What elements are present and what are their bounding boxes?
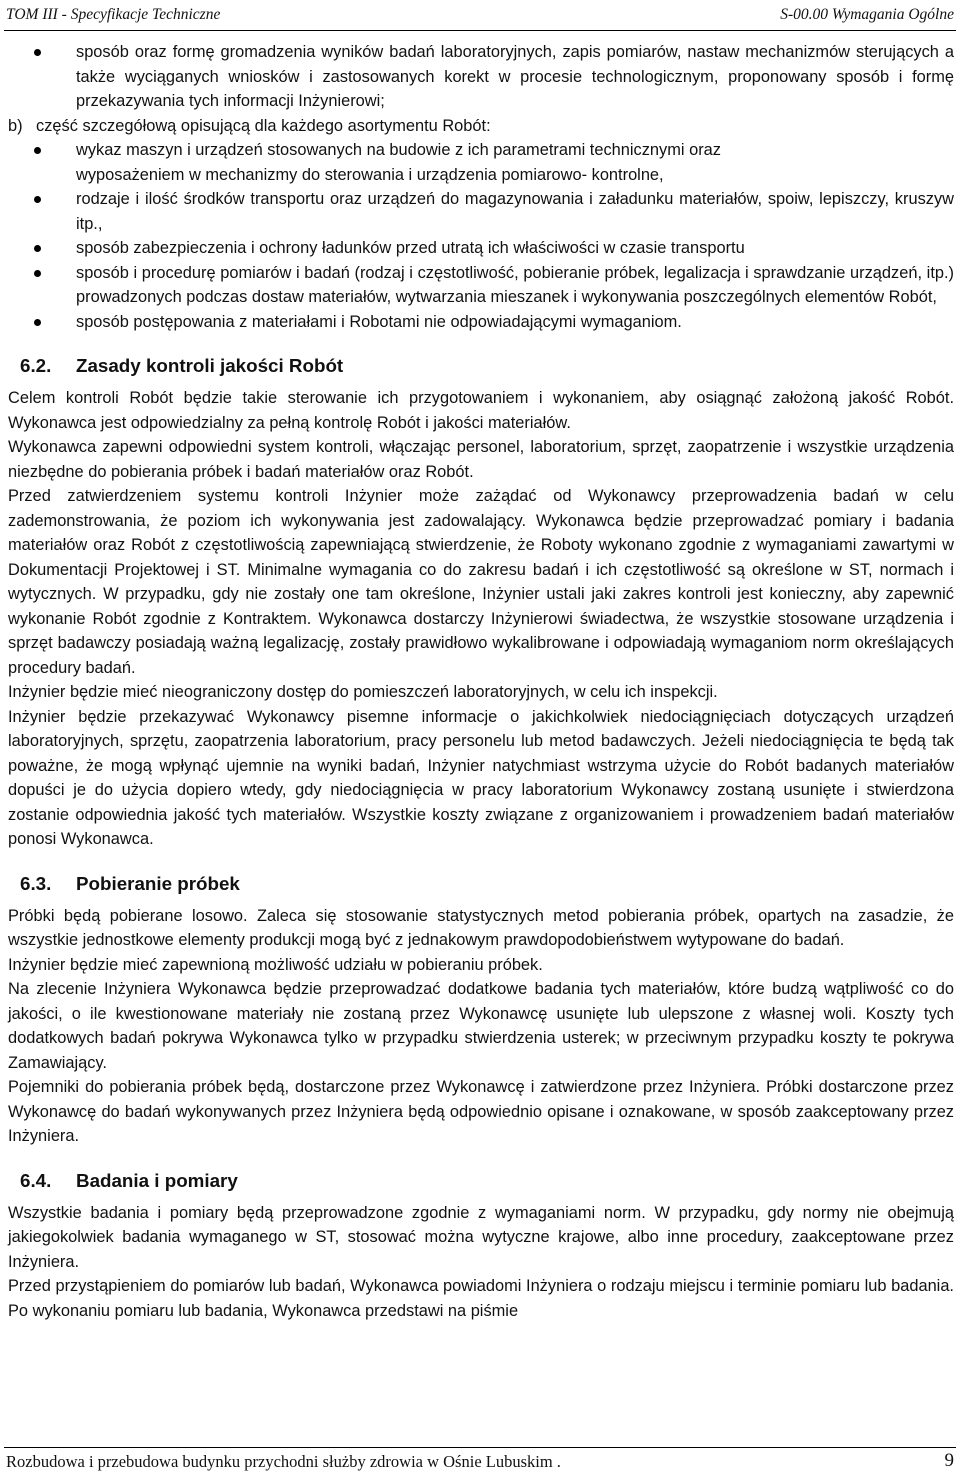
paragraph: Wszystkie badania i pomiary będą przeprowadzone zgodnie z wymaganiami norm. W przypadku, gdy normy nie obejmują jakiegokolwiek badania wymaganego w ST, stosować można wytyczne krajowe, albo inne procedury, zaakceptowane przez Inżyniera. <box>8 1203 954 1271</box>
paragraph: Celem kontroli Robót będzie takie sterowanie ich przygotowaniem i wykonaniem, aby osiągnąć założoną jakość Robót. Wykonawca jest odpowiedzialny za pełną kontrolę Robót i jakości materiałów. <box>8 389 954 432</box>
paragraph: Inżynier będzie przekazywać Wykonawcy pisemne informacje o jakichkolwiek niedociągnięciach dotyczących urządzeń laboratoryjnych, sprzętu, zaopatrzenia laboratorium, pracy personelu lub metod badawczych. Jeżeli niedociągnięcia te będą tak poważne, że mogą wpłynąć ujemnie na wyniki badań, Inżynier natychmiast wstrzyma użycie do Robót badanych materiałów dopuści je do użycia dopiero wtedy, gdy niedociągnięcia w pracy laboratorium Wykonawcy zostaną usunięte i stwierdzona zostanie odpowiednia jakość tych materiałów. Wszystkie koszty związane z organizowaniem i prowadzeniem badań materiałów ponosi Wykonawca. <box>8 707 954 848</box>
section-number: 6.4. <box>20 1169 52 1191</box>
section-title: Pobieranie próbek <box>76 872 240 894</box>
list-item <box>8 187 954 236</box>
bullet-icon <box>34 147 41 154</box>
item-letter: b) <box>8 116 23 135</box>
paragraph: Próbki będą pobierane losowo. Zaleca się stosowanie statystycznych metod pobierania próbek, opartych na zasadzie, że wszystkie jednostkowe elementy produkcji mogą być z jednakowym prawdopodobieństwem wytypowane do badań. <box>8 906 954 949</box>
list-item-text: sposób postępowania z materiałami i Robotami nie odpowiadającymi wymaganiom. <box>76 312 682 331</box>
bullet-icon <box>34 196 41 203</box>
bullet-icon <box>34 319 41 326</box>
list-item-text: rodzaje i ilość środków transportu oraz urządzeń do magazynowania i załadunku materiałów, spoiw, lepiszczy, kruszyw itp., <box>76 190 954 233</box>
paragraph: Pojemniki do pobierania próbek będą, dostarczone przez Wykonawcę i zatwierdzone przez Inżyniera. Próbki dostarczone przez Wykonawcę do badań wykonywanych przez Inżyniera będą odpowiednio opisane i oznakowane, w sposób zaakceptowany przez Inżyniera. <box>8 1078 954 1145</box>
list-item-text: wykaz maszyn i urządzeń stosowanych na budowie z ich parametrami technicznymi oraz <box>76 141 721 159</box>
page-content <box>8 40 954 1323</box>
bullet-icon <box>34 245 41 252</box>
paragraph: Wykonawca zapewni odpowiedni system kontroli, włączając personel, laboratorium, sprzęt, zaopatrzenie i wszystkie urządzenia niezbędne do pobierania próbek i badań materiałów oraz Robót. <box>8 438 954 481</box>
section-heading-6-2 <box>8 354 954 378</box>
list-item <box>8 261 954 310</box>
lettered-item-b <box>8 114 954 139</box>
list-item <box>8 138 954 163</box>
footer-project-title: Rozbudowa i przebudowa budynku przychodni służby zdrowia w Ośnie Lubuskim . <box>6 1452 561 1471</box>
page-footer <box>4 1447 956 1474</box>
list-item <box>8 310 954 335</box>
list-item <box>8 40 954 114</box>
section-heading-6-4 <box>8 1169 954 1193</box>
paragraph: Przed przystąpieniem do pomiarów lub badań, Wykonawca powiadomi Inżyniera o rodzaju miejscu i terminie pomiaru lub badania. Po wykonaniu pomiaru lub badania, Wykonawca przedstawi na piśmie <box>8 1277 954 1320</box>
list-item-text: sposób i procedurę pomiarów i badań (rodzaj i częstotliwość, pobieranie próbek, legalizacja i sprawdzanie urządzeń, itp.) prowadzonych podczas dostaw materiałów, wytwarzania mieszanek i wykonywania poszczególnych elementów Robót, <box>76 263 954 306</box>
list-item <box>8 236 954 261</box>
section-number: 6.3. <box>20 872 52 894</box>
page-number: 9 <box>944 1450 954 1471</box>
section-heading-6-3 <box>8 872 954 896</box>
section-title: Badania i pomiary <box>76 1169 238 1191</box>
item-text: część szczegółową opisującą dla każdego asortymentu Robót: <box>36 116 491 135</box>
section-number: 6.2. <box>20 355 52 376</box>
paragraph: Inżynier będzie mieć zapewnioną możliwość udziału w pobieraniu próbek. <box>8 955 543 974</box>
bullet-icon <box>34 49 41 56</box>
list-item-text: sposób zabezpieczenia i ochrony ładunków przed utratą ich właściwości w czasie transportu <box>76 239 745 257</box>
paragraph: Przed zatwierdzeniem systemu kontroli Inżynier może zażądać od Wykonawcy przeprowadzenia badań w celu zademonstrowania, że poziom ich wykonywania jest zadowalający. Wykonawca będzie przeprowadzać pomiary i badania materiałów oraz Robót z częstotliwością zapewniającą stwierdzenie, że Roboty wykonano zgodnie z wymaganiami zawartymi w Dokumentacji Projektowej i ST. Minimalne wymagania co do zakresu badań i ich częstotliwość są określone w ST, normach i wytycznych. W przypadku, gdy nie zostały one tam określone, Inżynier ustali jaki zakres kontroli jest konieczny, aby zapewnić wykonanie Robót zgodnie z Kontraktem. Wykonawca dostarczy Inżynierowi świadectwa, że wszystkie stosowane urządzenia i sprzęt badawczy posiadają ważną legalizację, zostały prawidłowo wykalibrowane i odpowiadają wymaganiom norm określających procedury badań. <box>8 487 954 677</box>
paragraph: Inżynier będzie mieć nieograniczony dostęp do pomieszczeń laboratoryjnych, w celu ich inspekcji. <box>8 683 718 701</box>
bullet-icon <box>34 270 41 277</box>
header-spec-code: S-00.00 Wymagania Ogólne <box>780 6 954 23</box>
section-title: Zasady kontroli jakości Robót <box>76 355 344 376</box>
header-volume-title: TOM III - Specyfikacje Techniczne <box>6 6 221 23</box>
page-header <box>4 0 956 31</box>
paragraph: Na zlecenie Inżyniera Wykonawca będzie przeprowadzać dodatkowe badania tych materiałów, które budzą wątpliwość co do jakości, o ile kwestionowane materiały nie zostaną przez Wykonawcę usunięte lub ulepszone z własnej woli. Koszty tych dodatkowych badań pokrywa Wykonawca tylko w przypadku stwierdzenia usterek; w przeciwnym przypadku koszty te pokrywa Zamawiający. <box>8 980 954 1072</box>
list-item-text: sposób oraz formę gromadzenia wyników badań laboratoryjnych, zapis pomiarów, nastaw mechanizmów sterujących a także wyciąganych wniosków i zastosowanych korekt w procesie technologicznym, proponowany sposób i formę przekazywania tych informacji Inżynierowi; <box>76 43 954 110</box>
list-item-continuation: wyposażeniem w mechanizmy do sterowania i urządzenia pomiarowo- kontrolne, <box>76 165 664 184</box>
